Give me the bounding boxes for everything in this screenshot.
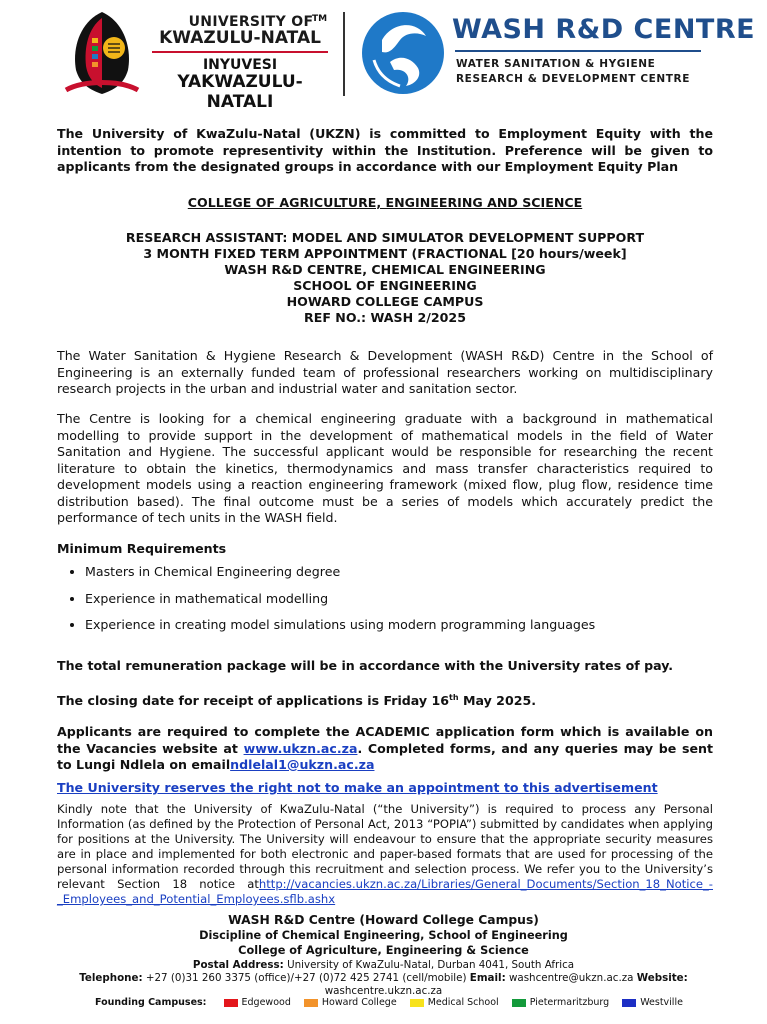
ukzn-divider bbox=[152, 51, 328, 53]
ukzn-name-line2: KWAZULU-NATAL bbox=[159, 28, 321, 48]
employment-equity-statement: The University of KwaZulu-Natal (UKZN) is committed to Employment Equity with the intention to promote representivity within the Institution. Preference will be given to applicants from the designated groups in accordance with our Employment Equity Plan bbox=[57, 126, 713, 174]
wash-subtitle-line1: WATER SANITATION & HYGIENE bbox=[456, 58, 656, 70]
closing-text-end: May 2025. bbox=[458, 693, 537, 709]
footer-centre-name: WASH R&D Centre (Howard College Campus) bbox=[228, 913, 539, 927]
centre-description: The Water Sanitation & Hygiene Research & Development (WASH R&D) Centre in the School of Engineering is an externally funded team of professional researchers working on multidisciplinary research projects in the urban and industrial water and sanitation sector. bbox=[57, 348, 713, 396]
campus-howard-college bbox=[304, 997, 397, 1008]
footer-college: College of Agriculture, Engineering & Science bbox=[238, 944, 529, 957]
campuses-label: Founding Campuses: bbox=[95, 997, 207, 1008]
letterhead bbox=[0, 0, 767, 112]
closing-date bbox=[57, 690, 713, 710]
department: WASH R&D CENTRE, CHEMICAL ENGINEERING bbox=[224, 262, 546, 277]
ukzn-website-link[interactable]: www.ukzn.ac.za bbox=[243, 740, 358, 756]
ukzn-shield-logo bbox=[62, 10, 142, 98]
campus-westville bbox=[622, 997, 683, 1008]
contact-email-link[interactable]: ndlelal1@ukzn.ac.za bbox=[230, 757, 375, 772]
postal-label: Postal Address: bbox=[192, 959, 284, 971]
requirements-heading: Minimum Requirements bbox=[57, 541, 227, 556]
appointment-type: 3 MONTH FIXED TERM APPOINTMENT (FRACTIONAL [20 hours/week] bbox=[143, 246, 627, 261]
list-item: • Experience in mathematical modelling bbox=[85, 587, 725, 614]
position-block bbox=[57, 230, 713, 326]
requirements-list bbox=[57, 560, 725, 640]
ukzn-zulu-line1: INYUVESI bbox=[202, 57, 278, 73]
telephone-label: Telephone: bbox=[79, 972, 143, 984]
campus-name: Westville bbox=[640, 997, 683, 1008]
reference-number: REF NO.: WASH 2/2025 bbox=[304, 310, 466, 325]
closing-ordinal: th bbox=[449, 693, 459, 702]
closing-text: The closing date for receipt of applications is Friday 16 bbox=[57, 693, 450, 709]
apply-text-2: . Completed forms, and any queries may be sent to Lungi Ndlela on email bbox=[57, 740, 713, 772]
remuneration-note: The total remuneration package will be in accordance with the University rates of pay. bbox=[57, 658, 674, 673]
campus-name: Medical School bbox=[427, 997, 499, 1008]
header-separator bbox=[343, 12, 345, 96]
campus-pietermaritzburg bbox=[512, 997, 609, 1008]
popia-text: Kindly note that the University of KwaZulu-Natal (“the University”) is required to process any Personal Information (as defined by the Protection of Personal Act, 2013 “POPIA”) submitted by candidates when applying for positions at the University. The University will endeavour to ensure that the appropriate security measures are in place and implemented for both electronic and paper-based formats that are used for processing of the personal information recorded through this recruitment and selection process. We refer you to the University’s relevant Section 18 notice at bbox=[57, 802, 713, 891]
role-description: The Centre is looking for a chemical engineering graduate with a background in mathematical modelling to provide support in the development of mathematical models in the field of Water Sanitation and Hygiene. The successful applicant would be responsible for researching the recent literature to obtain the kinetics, thermodynamics and mass transfer characteristics required to development models using a reaction engineering framework (mixed flow, plug flow, residence time distribution based). The final outcome must be a series of models which accurately predict the performance of tech units in the WASH field. bbox=[57, 411, 713, 525]
list-item: • Experience in creating model simulations using modern programming languages bbox=[85, 613, 725, 640]
campus-swatch bbox=[622, 999, 636, 1007]
college-heading: COLLEGE OF AGRICULTURE, ENGINEERING AND SCIENCE bbox=[187, 195, 583, 210]
reserve-right-notice: The University reserves the right not to make an appointment to this advertisement bbox=[57, 780, 658, 795]
email-value: washcentre@ukzn.ac.za bbox=[505, 972, 637, 984]
campus-swatch bbox=[304, 999, 318, 1007]
footer-discipline: Discipline of Chemical Engineering, School of Engineering bbox=[199, 929, 568, 942]
website-label: Website: bbox=[636, 972, 688, 984]
footer-website: washcentre.ukzn.ac.za bbox=[324, 985, 443, 997]
campus: HOWARD COLLEGE CAMPUS bbox=[286, 294, 484, 309]
section18-notice-link[interactable]: http://vacancies.ukzn.ac.za/Libraries/General_Documents/Section_18_Notice_-_Employees_and_Potential_Employees.sflb.ashx bbox=[57, 877, 713, 906]
campus-edgewood bbox=[224, 997, 291, 1008]
campus-swatch bbox=[224, 999, 238, 1007]
campus-name: Pietermaritzburg bbox=[529, 997, 610, 1008]
campus-medical-school bbox=[410, 997, 499, 1008]
apply-text-1: Applicants are required to complete the ACADEMIC application form which is available on the Vacancies website at bbox=[57, 724, 713, 756]
list-item: • Masters in Chemical Engineering degree bbox=[85, 560, 725, 587]
ukzn-zulu-line2: YAKWAZULU-NATALI bbox=[177, 72, 303, 112]
ukzn-name-line1: UNIVERSITY OF bbox=[188, 14, 314, 30]
email-label: Email: bbox=[469, 972, 506, 984]
wash-subtitle-line2: RESEARCH & DEVELOPMENT CENTRE bbox=[456, 73, 691, 85]
position-title: RESEARCH ASSISTANT: MODEL AND SIMULATOR DEVELOPMENT SUPPORT bbox=[125, 230, 645, 245]
wash-divider bbox=[455, 50, 701, 52]
postal-value: University of KwaZulu-Natal, Durban 4041, South Africa bbox=[283, 959, 575, 971]
campus-name: Howard College bbox=[321, 997, 397, 1008]
campus-swatch bbox=[512, 999, 526, 1007]
application-instructions bbox=[57, 724, 713, 774]
campus-name: Edgewood bbox=[241, 997, 291, 1008]
founding-campuses bbox=[95, 997, 695, 1008]
campus-swatch bbox=[410, 999, 424, 1007]
popia-notice bbox=[57, 802, 713, 907]
trademark-mark: TM bbox=[312, 14, 328, 24]
wash-centre-title: WASH R&D CENTRE bbox=[452, 14, 756, 45]
wash-water-drop-logo bbox=[360, 10, 446, 96]
telephone-value: +27 (0)31 260 3375 (office)/+27 (0)72 425 2741 (cell/mobile) bbox=[142, 972, 470, 984]
school: SCHOOL OF ENGINEERING bbox=[293, 278, 477, 293]
